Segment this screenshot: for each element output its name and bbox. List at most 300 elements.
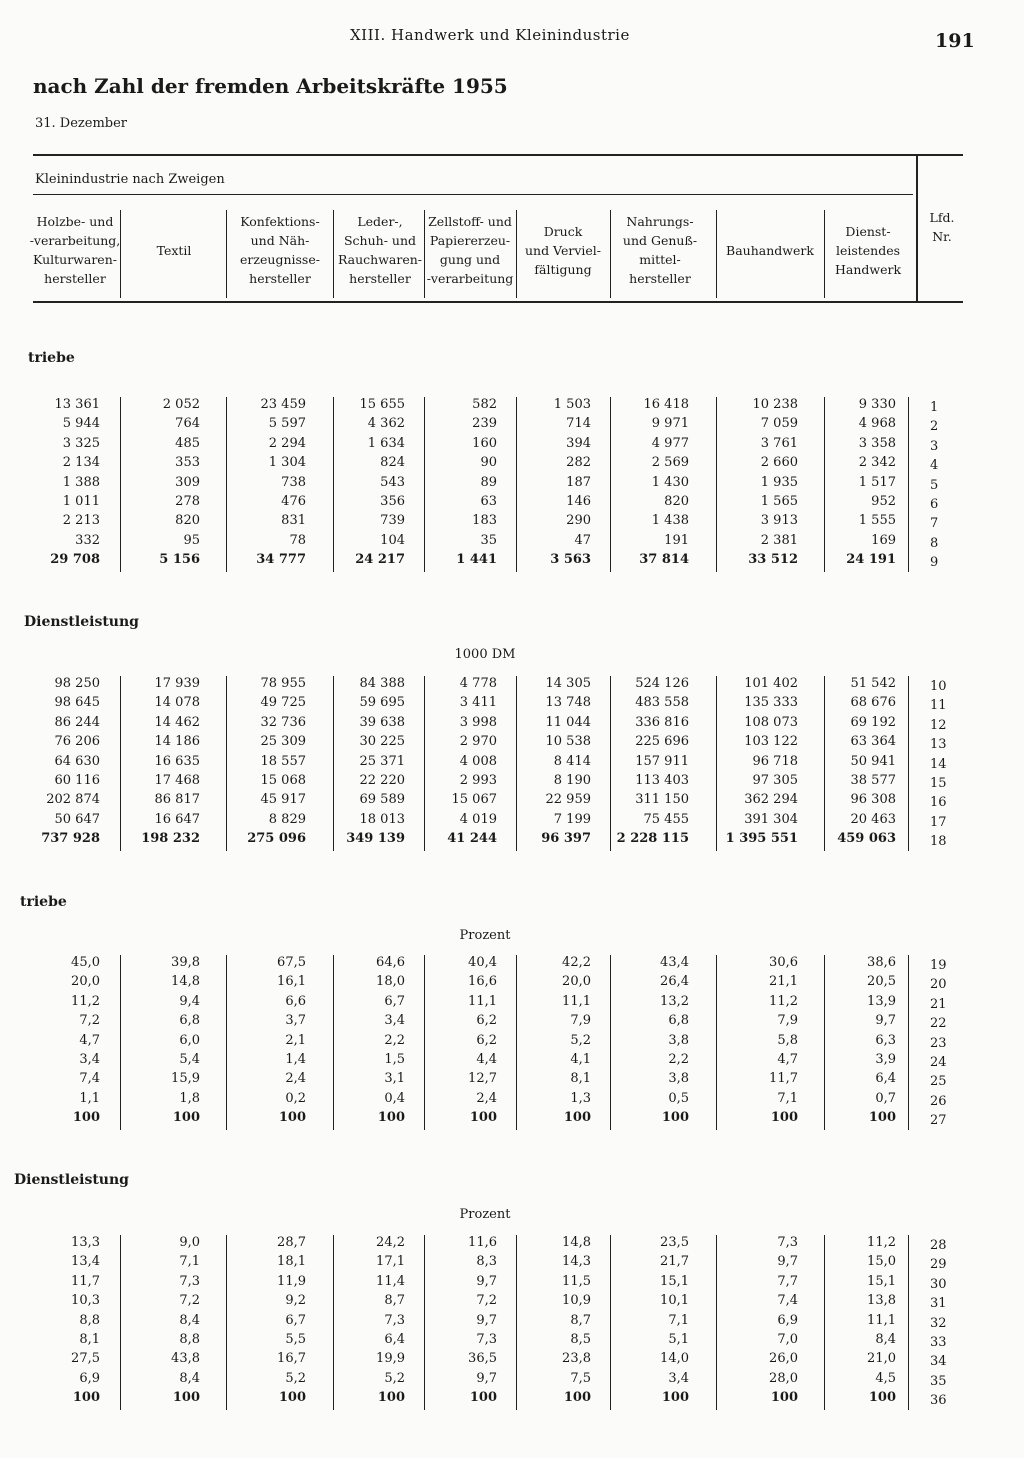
table-cell: 7,2 xyxy=(476,1293,497,1309)
table-cell: 7,3 xyxy=(777,1235,798,1250)
rownum-divider xyxy=(908,955,909,1130)
section-unit: Prozent xyxy=(459,1207,511,1222)
table-cell: 67,5 xyxy=(277,955,306,970)
column-header-line: hersteller xyxy=(249,271,311,286)
column-header-line: erzeugnisse- xyxy=(240,252,320,267)
table-cell: 35 xyxy=(480,532,497,548)
table-cell: 3,1 xyxy=(384,1071,405,1087)
column-header-line: Schuh- und xyxy=(343,233,416,248)
table-cell: 96 308 xyxy=(850,792,896,808)
table-cell: 4 968 xyxy=(858,416,896,432)
column-header-line: Leder-, xyxy=(357,214,403,229)
table-cell: 14 078 xyxy=(154,695,200,711)
table-cell: 10,9 xyxy=(562,1293,591,1309)
table-cell: 11,2 xyxy=(867,1235,896,1250)
table-cell: 4,7 xyxy=(777,1052,798,1067)
table-cell: 16 635 xyxy=(154,753,200,769)
table-cell: 2 213 xyxy=(62,513,100,529)
table-cell: 290 xyxy=(566,513,591,529)
table-cell: 8,4 xyxy=(179,1312,200,1328)
table-cell: 14 305 xyxy=(545,676,591,691)
table-cell: 41 244 xyxy=(447,831,497,847)
row-number: 15 xyxy=(930,776,947,791)
table-cell: 98 645 xyxy=(54,695,100,711)
table-cell: 7,9 xyxy=(777,1013,798,1029)
table-cell: 43,8 xyxy=(171,1351,200,1367)
table-cell: 4 778 xyxy=(459,676,497,691)
table-cell: 5,4 xyxy=(179,1052,200,1067)
table-cell: 11,5 xyxy=(562,1273,591,1289)
row-number: 2 xyxy=(930,419,939,435)
table-cell: 157 911 xyxy=(635,753,689,769)
column-divider xyxy=(610,210,611,298)
table-cell: 146 xyxy=(566,494,591,509)
table-cell: 89 xyxy=(480,474,497,490)
row-number: 24 xyxy=(930,1055,947,1070)
table-cell: 4,4 xyxy=(476,1052,497,1067)
table-cell: 69 192 xyxy=(850,714,896,730)
table-cell: 6,9 xyxy=(79,1370,100,1386)
table-cell: 160 xyxy=(472,435,497,451)
table-cell: 103 122 xyxy=(744,734,798,750)
table-cell: 4,7 xyxy=(79,1032,100,1048)
table-cell: 17,1 xyxy=(376,1254,405,1270)
column-header-line: hersteller xyxy=(44,271,106,286)
table-cell: 16 418 xyxy=(643,397,689,412)
table-cell: 2 970 xyxy=(459,734,497,750)
table-cell: 2 381 xyxy=(760,532,798,548)
table-cell: 3 998 xyxy=(459,714,497,730)
table-cell: 6,4 xyxy=(875,1071,896,1087)
table-cell: 5,5 xyxy=(285,1332,306,1347)
table-cell: 39 638 xyxy=(359,714,405,730)
table-cell: 50 941 xyxy=(850,753,896,769)
row-number: 16 xyxy=(930,795,947,811)
table-cell: 0,7 xyxy=(875,1090,896,1106)
table-cell: 23 459 xyxy=(260,397,306,412)
table-cell: 24,2 xyxy=(376,1235,405,1250)
table-cell: 26,0 xyxy=(769,1351,798,1367)
table-cell: 952 xyxy=(871,494,896,509)
table-cell: 96 718 xyxy=(752,753,798,769)
table-cell: 69 589 xyxy=(359,792,405,808)
table-cell: 9,7 xyxy=(777,1254,798,1270)
table-cell: 2,2 xyxy=(668,1052,689,1067)
table-cell: 1,5 xyxy=(384,1052,405,1067)
table-cell: 13 361 xyxy=(54,397,100,412)
table-cell: 8,7 xyxy=(384,1293,405,1309)
table-cell: 524 126 xyxy=(635,676,689,691)
row-number: 25 xyxy=(930,1074,947,1090)
column-header-line: Druck xyxy=(543,223,583,239)
column-header-line: und Näh- xyxy=(250,233,310,248)
table-cell: 15 655 xyxy=(359,397,405,412)
table-cell: 14 186 xyxy=(154,734,200,750)
table-cell: 0,2 xyxy=(285,1090,306,1106)
column-divider xyxy=(120,210,121,298)
table-cell: 78 xyxy=(289,532,306,548)
lfd-header-line: Lfd. xyxy=(929,210,955,225)
row-number: 20 xyxy=(930,977,947,993)
table-cell: 0,4 xyxy=(384,1090,405,1106)
row-number: 22 xyxy=(930,1016,947,1032)
table-cell: 1,3 xyxy=(570,1090,591,1106)
table-cell: 100 xyxy=(278,1390,306,1406)
row-number: 9 xyxy=(930,555,939,571)
table-cell: 8,4 xyxy=(875,1332,896,1347)
table-cell: 6,7 xyxy=(384,993,405,1009)
table-cell: 10 238 xyxy=(752,397,798,412)
column-header-line: -verarbeitung, xyxy=(29,233,121,248)
table-cell: 14,8 xyxy=(562,1235,591,1250)
table-cell: 3,4 xyxy=(668,1370,689,1386)
table-cell: 5 944 xyxy=(62,416,100,432)
column-header-line: mittel- xyxy=(639,252,681,267)
table-cell: 15 067 xyxy=(451,792,497,808)
table-cell: 14,3 xyxy=(562,1254,591,1270)
table-cell: 11,6 xyxy=(468,1235,497,1250)
table-cell: 3 913 xyxy=(760,513,798,529)
table-cell: 68 676 xyxy=(850,695,896,711)
table-cell: 47 xyxy=(574,532,591,548)
table-cell: 225 696 xyxy=(635,734,689,750)
table-cell: 187 xyxy=(566,474,591,490)
table-cell: 42,2 xyxy=(562,955,591,970)
table-cell: 33 512 xyxy=(748,552,798,568)
table-cell: 1 304 xyxy=(268,455,306,471)
table-cell: 100 xyxy=(172,1110,200,1126)
table-cell: 3,9 xyxy=(875,1052,896,1067)
table-cell: 13,3 xyxy=(71,1235,100,1250)
table-cell: 23,8 xyxy=(562,1351,591,1367)
rownum-divider xyxy=(908,1235,909,1410)
row-number: 27 xyxy=(930,1113,947,1129)
table-cell: 311 150 xyxy=(635,792,689,808)
table-cell: 104 xyxy=(380,532,405,548)
table-cell: 1 395 551 xyxy=(725,831,798,847)
table-cell: 2 134 xyxy=(62,455,100,471)
column-header xyxy=(328,212,432,288)
table-cell: 824 xyxy=(380,455,405,471)
table-cell: 3 563 xyxy=(550,552,591,568)
table-cell: 8 190 xyxy=(553,773,591,788)
table-cell: 2,4 xyxy=(476,1090,497,1106)
table-cell: 100 xyxy=(469,1390,497,1406)
page-number: 191 xyxy=(935,30,975,52)
column-header xyxy=(23,212,127,288)
table-cell: 483 558 xyxy=(635,695,689,711)
table-cell: 16 647 xyxy=(154,811,200,827)
table-cell: 282 xyxy=(566,455,591,471)
table-cell: 4 977 xyxy=(651,435,689,451)
table-cell: 20,5 xyxy=(867,974,896,990)
row-number: 10 xyxy=(930,679,947,694)
lfd-nr-header xyxy=(922,208,962,246)
table-cell: 11,4 xyxy=(376,1273,405,1289)
column-header-line: Nahrungs- xyxy=(626,214,694,229)
row-number: 13 xyxy=(930,737,947,753)
table-cell: 738 xyxy=(281,474,306,490)
table-cell: 11,2 xyxy=(769,993,798,1009)
table-cell: 169 xyxy=(871,532,896,548)
table-cell: 16,6 xyxy=(468,974,497,990)
table-cell: 394 xyxy=(566,435,591,451)
table-cell: 100 xyxy=(377,1390,405,1406)
table-cell: 9,7 xyxy=(476,1370,497,1386)
table-cell: 7,1 xyxy=(668,1312,689,1328)
table-cell: 2 660 xyxy=(760,455,798,471)
table-cell: 10 538 xyxy=(545,734,591,750)
table-cell: 183 xyxy=(472,513,497,529)
section-unit: Prozent xyxy=(459,928,511,943)
table-cell: 50 647 xyxy=(54,811,100,827)
table-cell: 28,0 xyxy=(769,1370,798,1386)
table-cell: 6,9 xyxy=(777,1312,798,1328)
table-cell: 100 xyxy=(72,1110,100,1126)
table-cell: 45,0 xyxy=(71,955,100,970)
column-header-line: und Verviel- xyxy=(524,242,601,258)
table-cell: 11,1 xyxy=(468,993,497,1009)
table-cell: 3 325 xyxy=(62,435,100,451)
table-cell: 24 217 xyxy=(355,552,405,568)
table-cell: 3,4 xyxy=(79,1052,100,1067)
table-cell: 1 565 xyxy=(760,494,798,509)
row-number: 17 xyxy=(930,814,947,830)
column-header-line: leistendes xyxy=(835,242,901,258)
table-cell: 13 748 xyxy=(545,695,591,711)
row-number: 36 xyxy=(930,1393,947,1409)
column-header-line: Bauhandwerk xyxy=(726,242,814,258)
table-cell: 7,3 xyxy=(384,1312,405,1328)
row-number: 18 xyxy=(930,834,947,850)
table-cell: 2,1 xyxy=(285,1032,306,1048)
table-cell: 64,6 xyxy=(376,955,405,970)
table-cell: 349 139 xyxy=(346,831,405,847)
row-number: 7 xyxy=(930,516,939,532)
table-cell: 2 569 xyxy=(651,455,689,471)
branches-underline xyxy=(33,194,913,195)
table-cell: 1 430 xyxy=(651,474,689,490)
table-cell: 49 725 xyxy=(260,695,306,711)
table-cell: 7,5 xyxy=(570,1370,591,1386)
table-cell: 22 959 xyxy=(545,792,591,808)
column-divider xyxy=(516,210,517,298)
table-cell: 2 342 xyxy=(858,455,896,471)
table-cell: 16,1 xyxy=(277,974,306,990)
table-cell: 8,1 xyxy=(570,1071,591,1087)
table-cell: 51 542 xyxy=(850,676,896,691)
table-cell: 108 073 xyxy=(744,714,798,730)
column-header-line: hersteller xyxy=(629,271,691,286)
table-cell: 1,8 xyxy=(179,1090,200,1106)
table-cell: 1 935 xyxy=(760,474,798,490)
table-cell: 353 xyxy=(175,455,200,471)
table-cell: 30,6 xyxy=(769,955,798,970)
table-cell: 86 244 xyxy=(54,714,100,730)
table-cell: 485 xyxy=(175,435,200,451)
rownum-divider xyxy=(908,676,909,851)
table-cell: 7 199 xyxy=(553,811,591,827)
table-cell: 3 411 xyxy=(459,695,497,711)
table-cell: 7,4 xyxy=(79,1071,100,1087)
table-cell: 2,4 xyxy=(285,1071,306,1087)
table-cell: 5,1 xyxy=(668,1332,689,1347)
table-cell: 8 829 xyxy=(268,811,306,827)
table-cell: 39,8 xyxy=(171,955,200,970)
table-cell: 11,9 xyxy=(277,1273,306,1289)
table-cell: 309 xyxy=(175,474,200,490)
table-cell: 543 xyxy=(380,474,405,490)
table-cell: 59 695 xyxy=(359,695,405,711)
table-cell: 737 928 xyxy=(41,831,100,847)
date-subtitle: 31. Dezember xyxy=(35,116,128,131)
table-cell: 20,0 xyxy=(562,974,591,990)
table-cell: 13,4 xyxy=(71,1254,100,1270)
table-cell: 6,3 xyxy=(875,1032,896,1048)
table-cell: 19,9 xyxy=(376,1351,405,1367)
table-cell: 17 939 xyxy=(154,676,200,691)
column-header-line: Holzbe- und xyxy=(36,214,114,229)
table-cell: 2,2 xyxy=(384,1032,405,1048)
table-cell: 63 364 xyxy=(850,734,896,750)
table-cell: 9 330 xyxy=(858,397,896,412)
table-cell: 1 011 xyxy=(62,494,100,509)
table-cell: 1 555 xyxy=(858,513,896,529)
column-header xyxy=(122,241,226,260)
row-number: 30 xyxy=(930,1276,947,1292)
table-cell: 13,2 xyxy=(660,993,689,1009)
column-header xyxy=(511,222,615,279)
table-cell: 820 xyxy=(664,494,689,509)
table-cell: 7,3 xyxy=(476,1332,497,1347)
table-cell: 100 xyxy=(770,1390,798,1406)
lfd-header-line: Nr. xyxy=(932,229,952,244)
table-cell: 95 xyxy=(183,532,200,548)
section-title: triebe xyxy=(20,894,67,910)
table-cell: 1 503 xyxy=(553,397,591,412)
table-cell: 7,0 xyxy=(777,1332,798,1347)
table-cell: 38,6 xyxy=(867,955,896,970)
table-cell: 100 xyxy=(868,1110,896,1126)
column-divider xyxy=(424,210,425,298)
column-header-line: hersteller xyxy=(349,271,411,286)
table-cell: 90 xyxy=(480,455,497,471)
table-cell: 3 761 xyxy=(760,435,798,451)
table-cell: 582 xyxy=(472,397,497,412)
table-cell: 9,7 xyxy=(875,1013,896,1029)
row-number: 12 xyxy=(930,717,947,733)
column-header xyxy=(608,212,712,288)
table-cell: 45 917 xyxy=(260,792,306,808)
table-cell: 4 362 xyxy=(367,416,405,432)
table-cell: 9 971 xyxy=(651,416,689,432)
table-cell: 64 630 xyxy=(54,753,100,769)
table-cell: 7 059 xyxy=(760,416,798,432)
table-cell: 18 557 xyxy=(260,753,306,769)
row-number: 4 xyxy=(930,458,939,474)
table-cell: 27,5 xyxy=(71,1351,100,1367)
column-header-line: Rauchwaren- xyxy=(337,252,423,267)
table-cell: 2 052 xyxy=(162,397,200,412)
table-cell: 278 xyxy=(175,494,200,509)
table-cell: 356 xyxy=(380,494,405,509)
table-cell: 98 250 xyxy=(54,676,100,691)
table-cell: 191 xyxy=(664,532,689,548)
row-number: 29 xyxy=(930,1257,947,1273)
column-header xyxy=(816,222,920,279)
table-cell: 6,2 xyxy=(476,1013,497,1029)
table-cell: 135 333 xyxy=(744,695,798,711)
row-number: 32 xyxy=(930,1315,947,1331)
table-cell: 7,7 xyxy=(777,1273,798,1289)
table-cell: 2 228 115 xyxy=(616,831,689,847)
table-cell: 8,5 xyxy=(570,1332,591,1347)
table-cell: 5,8 xyxy=(777,1032,798,1048)
column-divider xyxy=(716,210,717,298)
table-cell: 23,5 xyxy=(660,1235,689,1250)
table-cell: 100 xyxy=(563,1390,591,1406)
table-cell: 2 993 xyxy=(459,773,497,788)
table-cell: 476 xyxy=(281,494,306,509)
table-cell: 7,2 xyxy=(179,1293,200,1309)
table-cell: 15 068 xyxy=(260,773,306,788)
column-header-line: -verarbeitung xyxy=(426,271,514,286)
column-header xyxy=(418,212,522,288)
table-cell: 739 xyxy=(380,513,405,529)
table-cell: 24 191 xyxy=(846,552,896,568)
table-cell: 15,0 xyxy=(867,1254,896,1270)
table-cell: 820 xyxy=(175,513,200,529)
table-cell: 8,1 xyxy=(79,1332,100,1347)
table-cell: 76 206 xyxy=(54,734,100,750)
column-header-line: Konfektions- xyxy=(240,214,320,229)
table-cell: 100 xyxy=(661,1110,689,1126)
table-cell: 202 874 xyxy=(46,792,100,808)
table-cell: 17 468 xyxy=(154,773,200,788)
row-number: 28 xyxy=(930,1238,947,1253)
table-cell: 3,8 xyxy=(668,1032,689,1048)
table-cell: 12,7 xyxy=(468,1071,497,1087)
table-cell: 9,4 xyxy=(179,993,200,1009)
table-cell: 20,0 xyxy=(71,974,100,990)
row-number: 14 xyxy=(930,756,947,772)
table-cell: 6,8 xyxy=(179,1013,200,1029)
table-cell: 18,0 xyxy=(376,974,405,990)
row-number: 19 xyxy=(930,958,947,973)
table-cell: 362 294 xyxy=(744,792,798,808)
column-divider xyxy=(333,210,334,298)
table-cell: 11,7 xyxy=(71,1273,100,1289)
table-cell: 25 309 xyxy=(260,734,306,750)
row-number: 23 xyxy=(930,1035,947,1051)
table-cell: 4,1 xyxy=(570,1052,591,1067)
table-cell: 13,8 xyxy=(867,1293,896,1309)
column-header-line: Papiererzeu- xyxy=(429,233,511,248)
row-number: 35 xyxy=(930,1373,947,1389)
table-cell: 25 371 xyxy=(359,753,405,769)
table-cell: 34 777 xyxy=(256,552,306,568)
table-cell: 40,4 xyxy=(468,955,497,970)
row-number: 26 xyxy=(930,1093,947,1109)
table-cell: 84 388 xyxy=(359,676,405,691)
row-number: 8 xyxy=(930,535,939,551)
table-cell: 3 358 xyxy=(858,435,896,451)
table-cell: 764 xyxy=(175,416,200,432)
rownum-divider xyxy=(908,397,909,572)
table-cell: 1 388 xyxy=(62,474,100,490)
table-cell: 100 xyxy=(172,1390,200,1406)
table-cell: 32 736 xyxy=(260,714,306,730)
